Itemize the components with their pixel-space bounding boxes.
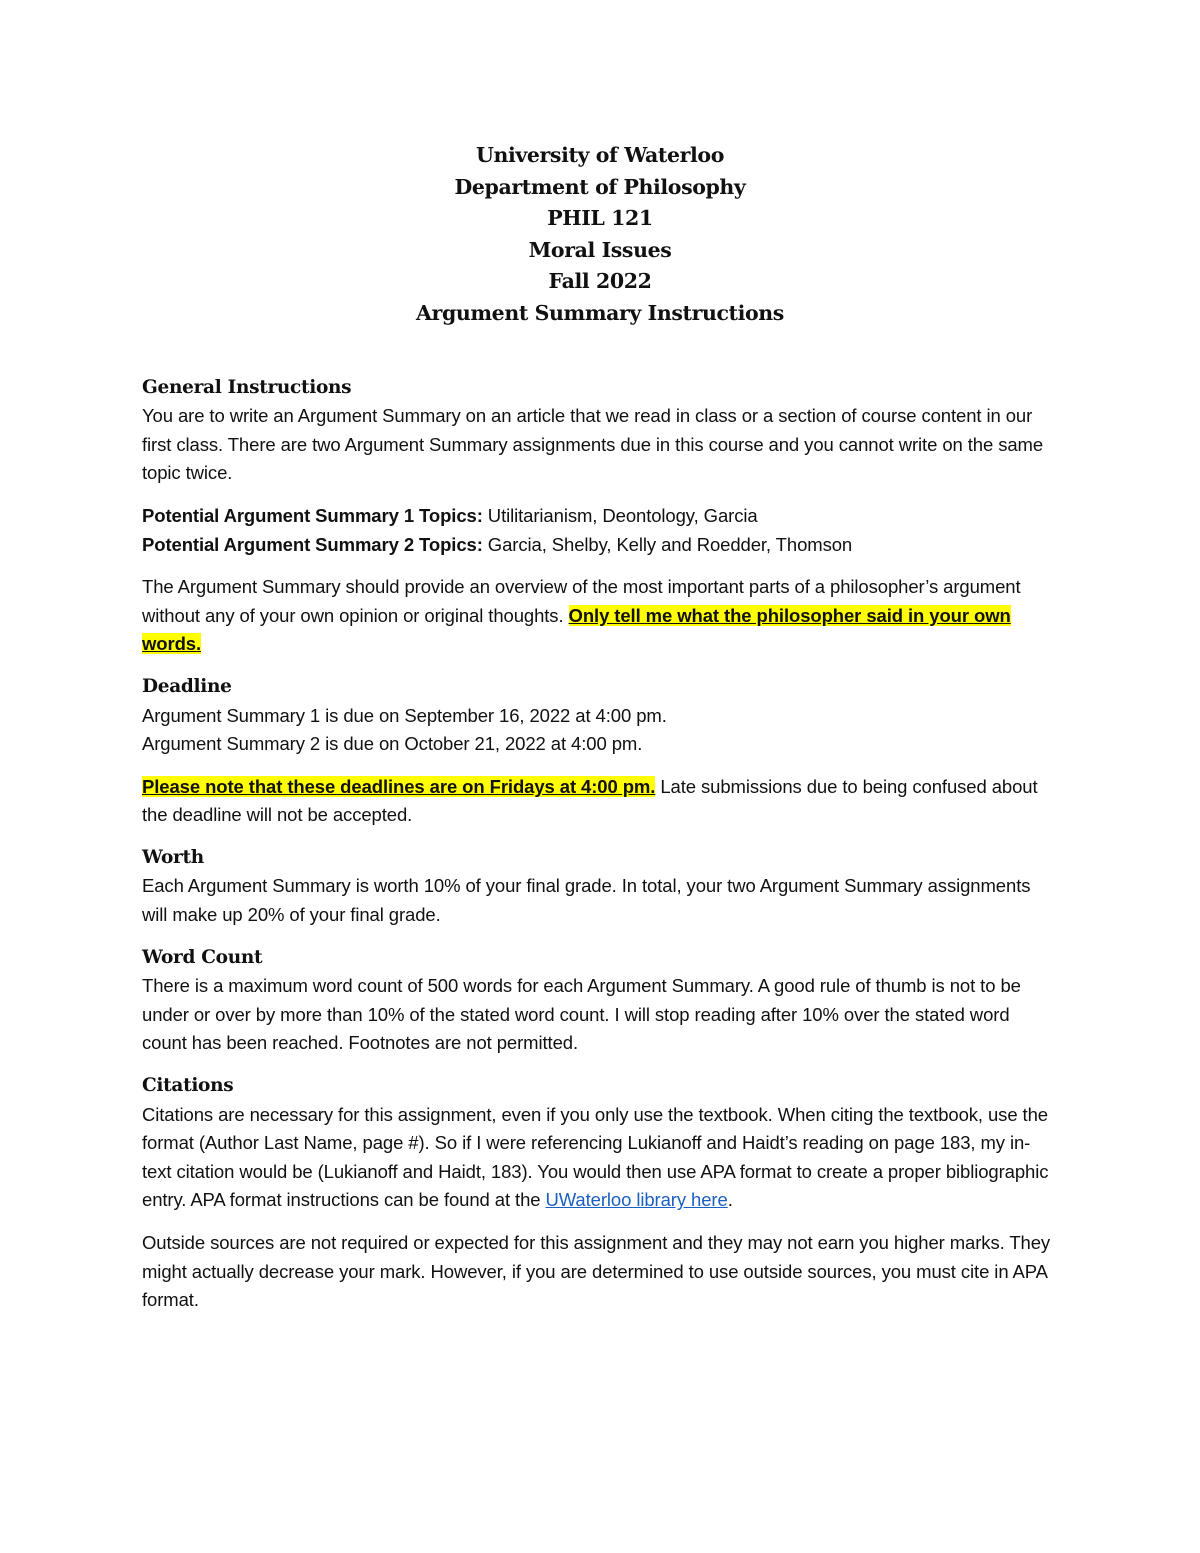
department-name: Department of Philosophy: [454, 174, 746, 199]
topics-1-line: [142, 502, 1058, 531]
university-name: University of Waterloo: [476, 143, 724, 167]
topics-1-value: Utilitarianism, Deontology, Garcia: [482, 504, 758, 526]
deadline-note-highlight: Please note that these deadlines are on Fridays at 4:00 pm.: [142, 775, 656, 797]
overview-text: The Argument Summary should provide an overview of the most important parts of a philosopher’s argument without any of your own opinion or original thoughts.: [142, 576, 1021, 626]
deadline-heading: Deadline: [142, 675, 232, 697]
overview-paragraph: [142, 573, 1058, 659]
outside-sources-text: Outside sources are not required or expected for this assignment and they may not earn you higher marks. They might actually decrease your mark. However, if you are determined to use outside sources, you must cite in APA format.: [142, 1232, 1051, 1311]
deadline-section: [142, 673, 1058, 759]
potential-topics: [142, 502, 1058, 559]
term: Fall 2022: [548, 269, 652, 294]
topics-2-label: Potential Argument Summary 2 Topics:: [142, 533, 483, 555]
topics-2-value: Garcia, Shelby, Kelly and Roedder, Thomson: [482, 533, 853, 555]
general-instructions-heading: General Instructions: [142, 376, 352, 398]
worth-heading: Worth: [142, 846, 204, 868]
general-instructions-paragraph: You are to write an Argument Summary on an article that we read in class or a section of course content in our first class. There are two Argument Summary assignments due in this course and you cannot write on the same topic twice.: [142, 405, 1044, 484]
deadline-2: Argument Summary 2 is due on October 21, 2022 at 4:00 pm.: [142, 733, 643, 755]
citations-section: [142, 1072, 1058, 1215]
deadline-note-text: Late submissions due to being confused about the deadline will not be accepted.: [142, 775, 1038, 826]
document-body: [142, 140, 1058, 1329]
course-name: Moral Issues: [528, 237, 672, 262]
outside-sources-paragraph: [142, 1229, 1058, 1315]
deadline-1: Argument Summary 1 is due on September 16, 2022 at 4:00 pm.: [142, 704, 667, 726]
overview-highlight: Only tell me what the philosopher said in your own words.: [142, 604, 1011, 655]
topics-2-line: [142, 531, 1058, 560]
course-code: PHIL 121: [547, 206, 653, 231]
citations-text: Citations are necessary for this assignment, even if you only use the textbook. When citing the textbook, use the format (Author Last Name, page #). So if I were referencing Lukianoff and Haidt’s reading on page 183, my in-text citation would be (Lukianoff and Haidt, 183). You would then use APA format to create a proper bibliographic entry. APA format instructions can be found at the: [142, 1103, 1049, 1211]
worth-text: Each Argument Summary is worth 10% of your final grade. In total, your two Argument Summary assignments will make up 20% of your final grade.: [142, 875, 1031, 926]
title-block: [142, 140, 1058, 330]
general-instructions-section: [142, 374, 1058, 488]
deadline-note: [142, 773, 1058, 830]
word-count-text: There is a maximum word count of 500 words for each Argument Summary. A good rule of thumb is not to be under or over by more than 10% of the stated word count. I will stop reading after 10% over the stated word count has been reached. Footnotes are not permitted.: [142, 975, 1021, 1054]
topics-1-label: Potential Argument Summary 1 Topics:: [142, 504, 483, 526]
citations-heading: Citations: [142, 1075, 234, 1097]
worth-section: [142, 844, 1058, 930]
document-title: Argument Summary Instructions: [416, 300, 784, 325]
word-count-section: [142, 944, 1058, 1058]
word-count-heading: Word Count: [142, 946, 263, 968]
citations-text-end: .: [727, 1189, 733, 1211]
uwaterloo-library-link[interactable]: UWaterloo library here: [545, 1189, 728, 1211]
